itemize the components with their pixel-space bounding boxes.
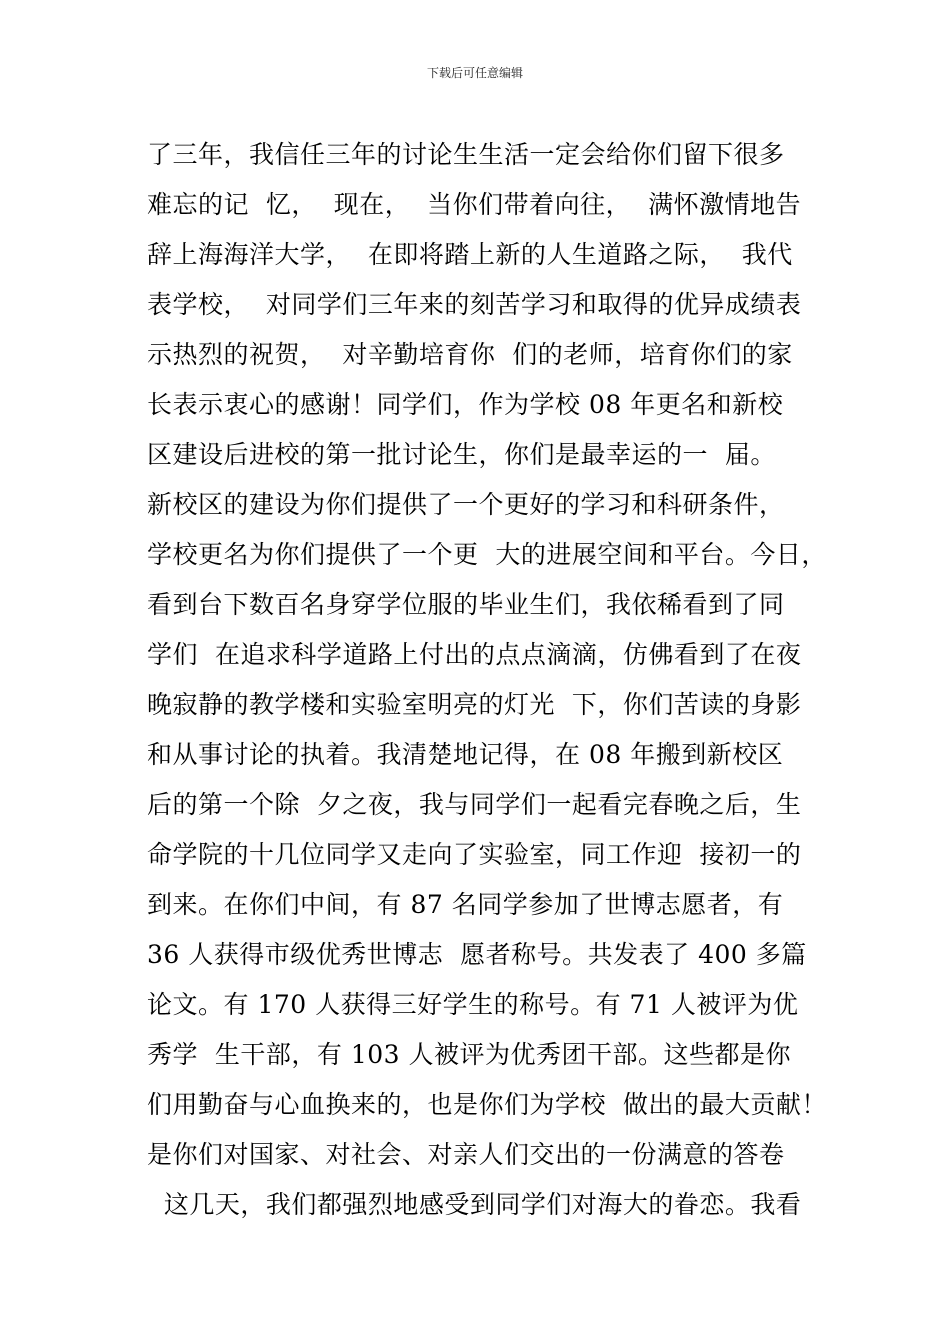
text-line: 辞上海海洋大学， 在即将踏上新的人生道路之际， 我代 xyxy=(147,240,793,269)
text-line: 长表示衷心的感谢！同学们，作为学校 08 年更名和新校 xyxy=(147,390,784,419)
text-line: 表学校， 对同学们三年来的刻苦学习和取得的优异成绩表 xyxy=(147,290,802,319)
text-line: 后的第一个除 夕之夜，我与同学们一起看完春晚之后，生 xyxy=(147,790,802,819)
text-line: 看到台下数百名身穿学位服的毕业生们，我依稀看到了同 xyxy=(147,590,785,619)
text-line: 这几天，我们都强烈地感受到同学们对海大的眷恋。我看 xyxy=(147,1190,802,1219)
document-body xyxy=(147,130,827,1230)
text-line: 命学院的十几位同学又走向了实验室，同工作迎 接初一的 xyxy=(147,840,802,869)
text-line: 们用勤奋与心血换来的，也是你们为学校 做出的最大贡献！ xyxy=(147,1090,827,1119)
text-line: 示热烈的祝贺， 对辛勤培育你 们的老师，培育你们的家 xyxy=(147,340,793,369)
text-line: 到来。在你们中间，有 87 名同学参加了世博志愿者，有 xyxy=(147,890,784,919)
text-line: 秀学 生干部，有 103 人被评为优秀团干部。这些都是你 xyxy=(147,1040,792,1069)
text-line: 区建设后进校的第一批讨论生，你们是最幸运的一 届。 xyxy=(147,440,776,469)
text-line: 36 人获得市级优秀世博志 愿者称号。共发表了 400 多篇 xyxy=(147,940,807,969)
text-line: 难忘的记 忆， 现在， 当你们带着向往， 满怀激情地告 xyxy=(147,190,802,219)
text-line: 论文。有 170 人获得三好学生的称号。有 71 人被评为优 xyxy=(147,990,799,1019)
text-line: 是你们对国家、对社会、对亲人们交出的一份满意的答卷 xyxy=(147,1140,785,1169)
text-line: 晚寂静的教学楼和实验室明亮的灯光 下，你们苦读的身影 xyxy=(147,690,802,719)
text-line: 新校区的建设为你们提供了一个更好的学习和科研条件， xyxy=(147,490,785,519)
text-line: 和从事讨论的执着。我清楚地记得，在 08 年搬到新校区 xyxy=(147,740,784,769)
text-line: 学校更名为你们提供了一个更 大的进展空间和平台。今日， xyxy=(147,540,827,569)
text-line: 学们 在追求科学道路上付出的点点滴滴，仿佛看到了在夜 xyxy=(147,640,802,669)
page-header: 下载后可任意编辑 xyxy=(426,66,523,80)
text-line: 了三年，我信任三年的讨论生生活一定会给你们留下很多 xyxy=(147,140,785,169)
